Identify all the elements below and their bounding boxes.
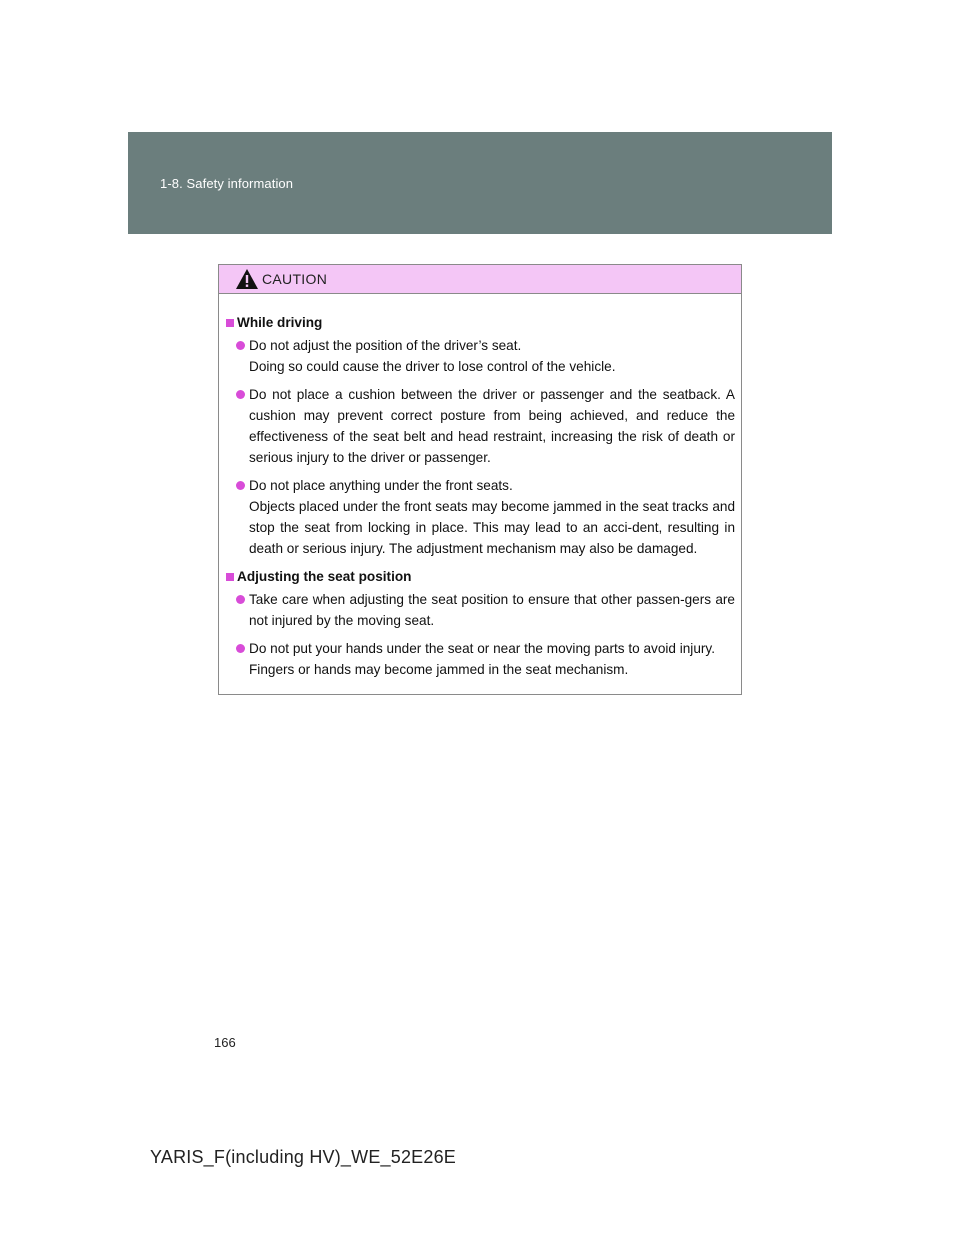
item-line: Do not put your hands under the seat or near the moving parts to avoid injury. xyxy=(249,641,715,656)
caution-box xyxy=(218,264,742,695)
section-header xyxy=(128,132,832,234)
item-line: Do not adjust the position of the driver’s seat. xyxy=(249,338,522,353)
round-bullet-icon xyxy=(236,644,245,653)
list-item xyxy=(223,589,737,631)
list-item xyxy=(223,475,737,559)
document-footer: YARIS_F(including HV)_WE_52E26E xyxy=(150,1147,457,1167)
item-line: Do not place a cushion between the driver or passenger and the seatback. A cushion may prevent correct posture from being achieved, and reduce the effectiveness of the seat belt and head restraint, increasing the risk of death or serious injury to the driver or passenger. xyxy=(249,387,735,465)
caution-header xyxy=(219,265,741,294)
section-heading-while-driving xyxy=(223,312,737,333)
page-number: 166 xyxy=(214,1035,236,1050)
item-line: Do not place anything under the front seats. xyxy=(249,478,513,493)
round-bullet-icon xyxy=(236,341,245,350)
item-line: Take care when adjusting the seat position to ensure that other passen-gers are not injured by the moving seat. xyxy=(249,592,735,628)
list-item xyxy=(223,638,737,680)
round-bullet-icon xyxy=(236,390,245,399)
list-item xyxy=(223,335,737,377)
round-bullet-icon xyxy=(236,595,245,604)
section-heading-text: Adjusting the seat position xyxy=(237,569,412,584)
item-line: Fingers or hands may become jammed in the seat mechanism. xyxy=(249,662,629,677)
caution-body xyxy=(219,294,741,680)
item-line: Objects placed under the front seats may become jammed in the seat tracks and stop the seat from locking in place. This may lead to an acci-dent, resulting in death or serious injury. The adjustment mechanism may also be damaged. xyxy=(249,499,735,556)
caution-title: CAUTION xyxy=(262,271,328,287)
item-line: Doing so could cause the driver to lose control of the vehicle. xyxy=(249,359,616,374)
square-bullet-icon xyxy=(226,319,234,327)
round-bullet-icon xyxy=(236,481,245,490)
list-item xyxy=(223,384,737,468)
square-bullet-icon xyxy=(226,573,234,581)
section-title: 1-8. Safety information xyxy=(160,176,294,191)
section-heading-adjusting-seat xyxy=(223,566,737,587)
section-heading-text: While driving xyxy=(237,315,323,330)
warning-triangle-icon xyxy=(235,268,259,290)
